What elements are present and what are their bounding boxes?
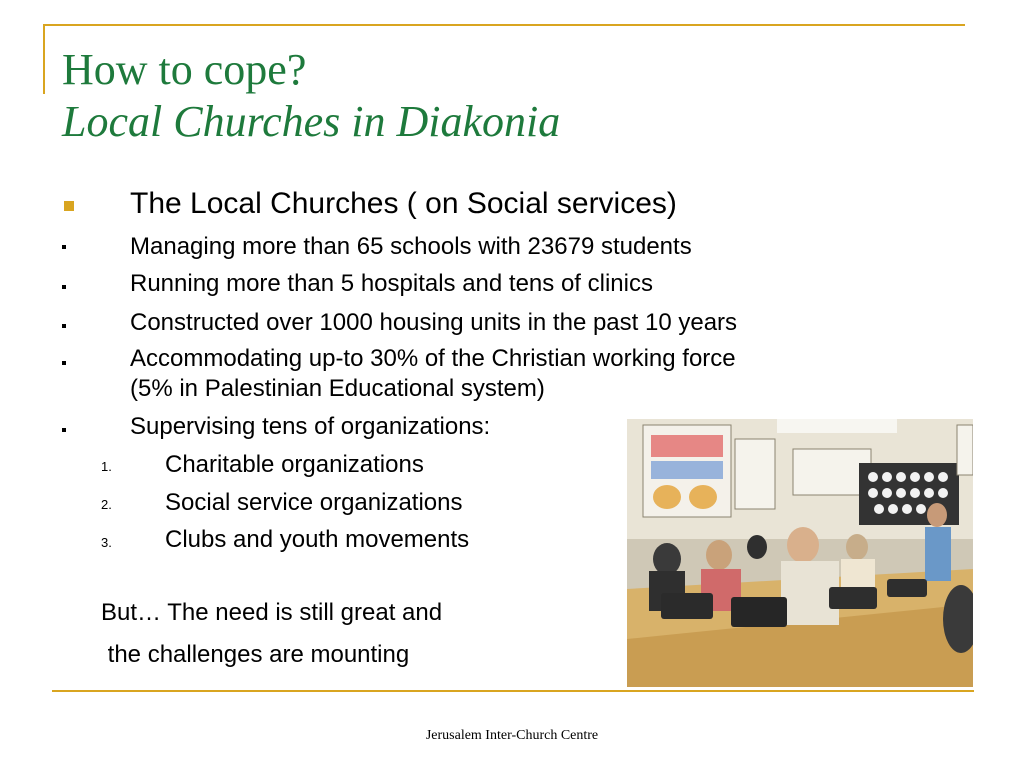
bullet-item: Managing more than 65 schools with 23679 students	[130, 233, 692, 260]
bullet-item-continuation: (5% in Palestinian Educational system)	[130, 375, 545, 402]
slide-title	[62, 44, 560, 148]
slide-footer	[0, 728, 1024, 744]
classroom-typewriters-photo	[627, 419, 973, 687]
list-number: 3.	[101, 535, 112, 550]
list-number: 2.	[101, 497, 112, 512]
bullet-item: Running more than 5 hospitals and tens of clinics	[130, 270, 653, 297]
list-number: 1.	[101, 459, 112, 474]
footer-text: Jerusalem Inter-Church Centre	[425, 728, 599, 743]
bullet-item: Supervising tens of organizations:	[130, 413, 491, 440]
frame-top-rule	[43, 24, 965, 26]
small-bullet-icon	[62, 428, 66, 432]
closing-line: the challenges are mounting	[101, 641, 410, 668]
frame-bottom-rule	[52, 690, 974, 692]
small-bullet-icon	[62, 361, 66, 365]
numbered-item: Social service organizations	[165, 489, 463, 516]
numbered-item: Charitable organizations	[165, 451, 424, 478]
frame-left-rule	[43, 24, 45, 94]
small-bullet-icon	[62, 324, 66, 328]
title-line: How to cope?	[62, 45, 307, 94]
bullet-item: Accommodating up-to 30% of the Christian working force	[130, 345, 736, 372]
bullet-item: Constructed over 1000 housing units in the past 10 years	[130, 309, 738, 336]
numbered-item: Clubs and youth movements	[165, 526, 470, 553]
main-bullet: The Local Churches ( on Social services)	[130, 187, 677, 220]
square-bullet-icon	[64, 201, 74, 211]
small-bullet-icon	[62, 245, 66, 249]
photo-illustration	[627, 419, 973, 687]
small-bullet-icon	[62, 285, 66, 289]
subtitle-line: Local Churches in Diakonia	[62, 97, 561, 146]
closing-line: But… The need is still great and	[101, 599, 443, 626]
